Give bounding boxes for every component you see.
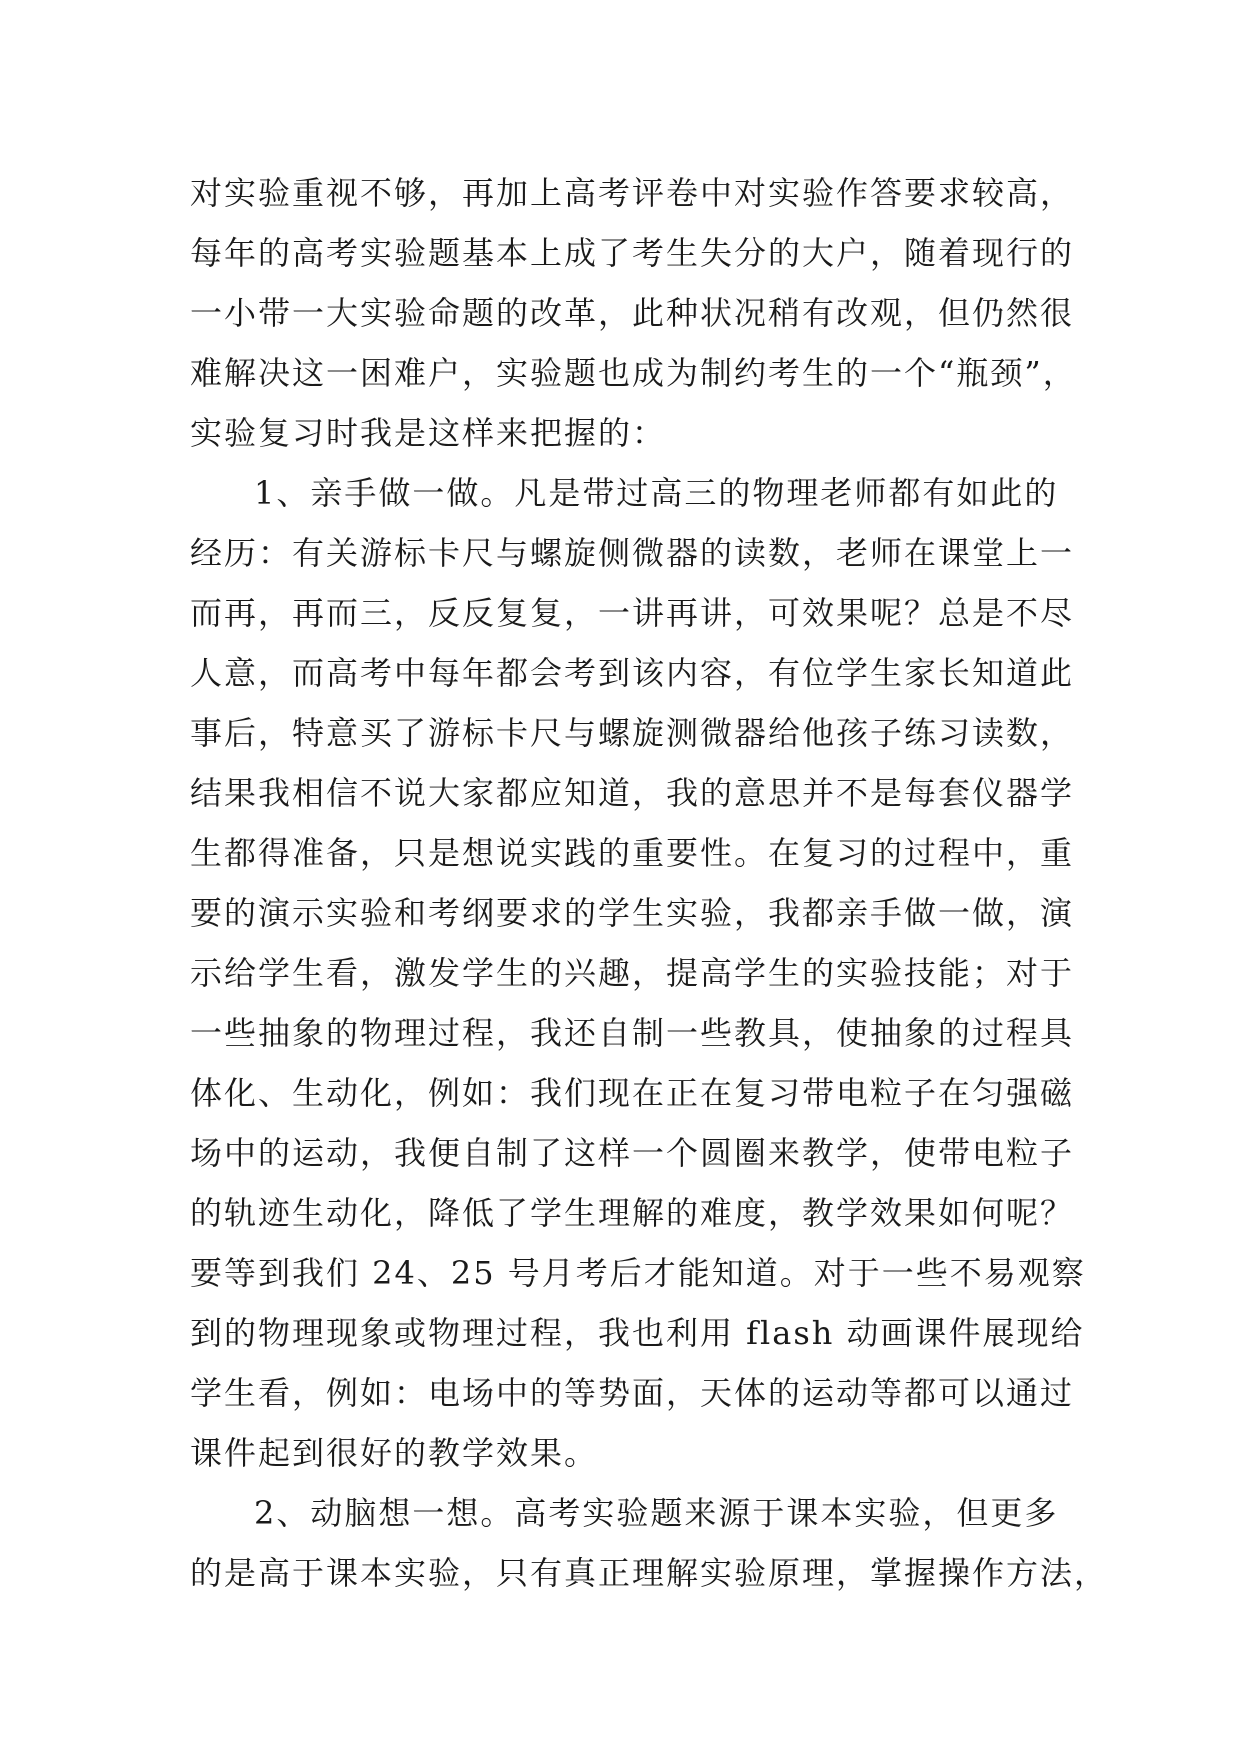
paragraph-first-line: 2、动脑想一想。高考实验题来源于课本实验，但更多: [254, 1494, 1059, 1532]
text-line: 的是高于课本实验，只有真正理解实验原理，掌握操作方法，: [190, 1554, 1109, 1592]
text-line: 体化、生动化，例如：我们现在正在复习带电粒子在匀强磁: [190, 1074, 1075, 1112]
text-line: 要的演示实验和考纲要求的学生实验，我都亲手做一做，演: [190, 894, 1075, 932]
text-line: 结果我相信不说大家都应知道，我的意思并不是每套仪器学: [190, 774, 1075, 812]
text-line: 学生看，例如：电场中的等势面，天体的运动等都可以通过: [190, 1374, 1075, 1412]
body-text: [190, 163, 1109, 1603]
text-line: 的轨迹生动化，降低了学生理解的难度，教学效果如何呢？: [190, 1194, 1075, 1232]
text-line: 一些抽象的物理过程，我还自制一些教具，使抽象的过程具: [190, 1014, 1075, 1052]
text-line: 而再，再而三，反反复复，一讲再讲，可效果呢？总是不尽: [190, 594, 1075, 632]
paragraph-first-line: 1、亲手做一做。凡是带过高三的物理老师都有如此的: [254, 474, 1059, 512]
text-line: 要等到我们 24、25 号月考后才能知道。对于一些不易观察: [190, 1254, 1086, 1292]
text-line: 每年的高考实验题基本上成了考生失分的大户，随着现行的: [190, 234, 1075, 272]
text-line: 场中的运动，我便自制了这样一个圆圈来教学，使带电粒子: [190, 1134, 1075, 1172]
text-line: 示给学生看，激发学生的兴趣，提高学生的实验技能；对于: [190, 954, 1075, 992]
text-line: 对实验重视不够，再加上高考评卷中对实验作答要求较高，: [190, 174, 1075, 212]
text-line: 经历：有关游标卡尺与螺旋侧微器的读数，老师在课堂上一: [190, 534, 1075, 572]
text-line: 课件起到很好的教学效果。: [190, 1434, 599, 1472]
text-line: 实验复习时我是这样来把握的：: [190, 414, 667, 452]
text-line: 人意，而高考中每年都会考到该内容，有位学生家长知道此: [190, 654, 1075, 692]
text-line: 生都得准备，只是想说实践的重要性。在复习的过程中，重: [190, 834, 1075, 872]
text-line: 事后，特意买了游标卡尺与螺旋测微器给他孩子练习读数，: [190, 714, 1075, 752]
text-line: 难解决这一困难户，实验题也成为制约考生的一个“瓶颈”，: [190, 354, 1077, 392]
text-line: 一小带一大实验命题的改革，此种状况稍有改观，但仍然很: [190, 294, 1075, 332]
text-line: 到的物理现象或物理过程，我也利用 flash 动画课件展现给: [190, 1314, 1085, 1352]
